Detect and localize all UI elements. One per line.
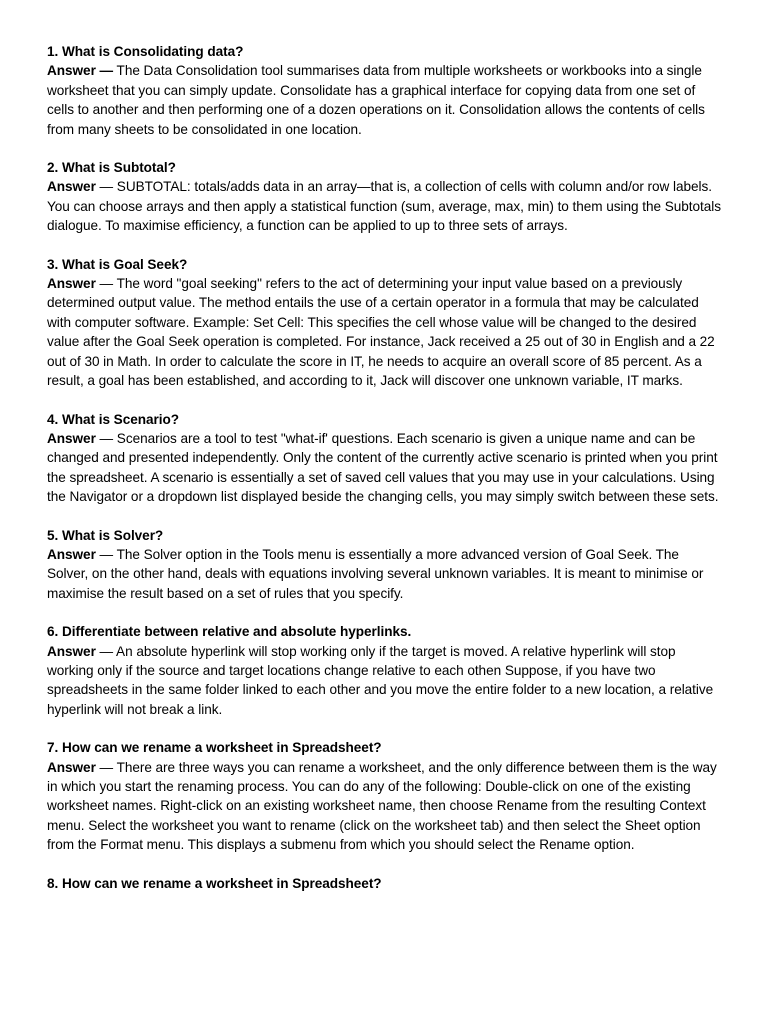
qa-item-5 <box>47 526 722 604</box>
qa-item-4 <box>47 410 722 507</box>
answer-paragraph <box>47 61 722 139</box>
answer-text: — An absolute hyperlink will stop working only if the target is moved. A relative hyperlink will stop working only if the source and target locations change relative to each othen Suppose, if you have two spreadsheets in the same folder linked to each other and you move the entire folder to a new location, a relative hyperlink will not break a link. <box>47 643 714 717</box>
answer-text: — The Solver option in the Tools menu is essentially a more advanced version of Goal Seek. The Solver, on the other hand, deals with equations involving several unknown variables. It is meant to minimise or maximise the result based on a set of rules that you specify. <box>47 546 704 601</box>
qa-item-2 <box>47 158 722 236</box>
question-heading: 3. What is Goal Seek? <box>47 256 188 272</box>
question-heading: 4. What is Scenario? <box>47 411 179 427</box>
answer-label: Answer <box>47 179 96 195</box>
question-heading: 5. What is Solver? <box>47 527 164 543</box>
answer-text: — There are three ways you can rename a worksheet, and the only difference between them is the way in which you start the renaming process. You can do any of the following: Double-click on one of the existing worksheet names. Right-click on an existing worksheet name, then choose Rename from the resulting Context menu. Select the worksheet you want to rename (click on the worksheet tab) and then select the Sheet option from the Format menu. This displays a submenu from which you should select the Rename option. <box>47 759 717 853</box>
question-heading: 7. How can we rename a worksheet in Spreadsheet? <box>47 740 382 756</box>
question-heading: 8. How can we rename a worksheet in Spreadsheet? <box>47 875 382 891</box>
answer-label: Answer <box>47 276 96 292</box>
answer-text: The Data Consolidation tool summarises data from multiple worksheets or workbooks into a single worksheet that you can simply update. Consolidate has a graphical interface for copying data from one set of cells to another and then performing one of a dozen operations on it. Consolidation allows the contents of cells from many sheets to be consolidated in one location. <box>47 63 705 137</box>
answer-label: Answer <box>47 643 96 659</box>
answer-paragraph <box>47 429 722 507</box>
answer-paragraph <box>47 274 722 390</box>
qa-item-6 <box>47 622 722 719</box>
qa-item-8 <box>47 874 722 893</box>
answer-label: Answer — <box>47 63 114 79</box>
answer-paragraph <box>47 642 722 720</box>
answer-text: — Scenarios are a tool to test "what-if' questions. Each scenario is given a unique name and can be changed and presented independently. Only the content of the currently active scenario is printed when you print the spreadsheet. A scenario is essentially a set of saved cell values that you may use in your calculations. Using the Navigator or a dropdown list displayed beside the changing cells, you may simply switch between these sets. <box>47 430 719 505</box>
answer-paragraph <box>47 758 722 855</box>
question-heading: 6. Differentiate between relative and absolute hyperlinks. <box>47 624 412 640</box>
answer-paragraph <box>47 177 722 235</box>
question-heading: 1. What is Consolidating data? <box>47 44 244 59</box>
qa-item-1 <box>47 42 722 139</box>
question-heading: 2. What is Subtotal? <box>47 160 176 176</box>
answer-paragraph <box>47 545 722 603</box>
answer-label: Answer <box>47 430 96 446</box>
qa-item-3 <box>47 255 722 391</box>
answer-text: — SUBTOTAL: totals/adds data in an array—that is, a collection of cells with column and/or row labels. You can choose arrays and then apply a statistical function (sum, average, max, min) to them using the Subtotals dialogue. To maximise efficiency, a function can be applied to up to three sets of arrays. <box>47 179 721 234</box>
qa-item-7 <box>47 738 722 854</box>
answer-text: — The word "goal seeking" refers to the act of determining your input value based on a previously determined output value. The method entails the use of a certain operator in a formula that may be calculated with computer software. Example: Set Cell: This specifies the cell whose value will be changed to the desired value after the Goal Seek operation is completed. For instance, Jack received a 25 out of 30 in English and a 22 out of 30 in Math. In order to calculate the score in IT, he needs to acquire an overall score of 85 percent. As a result, a goal has been established, and according to it, Jack will discover one unknown variable, IT marks. <box>47 276 715 389</box>
answer-label: Answer <box>47 546 96 562</box>
answer-label: Answer <box>47 759 96 775</box>
